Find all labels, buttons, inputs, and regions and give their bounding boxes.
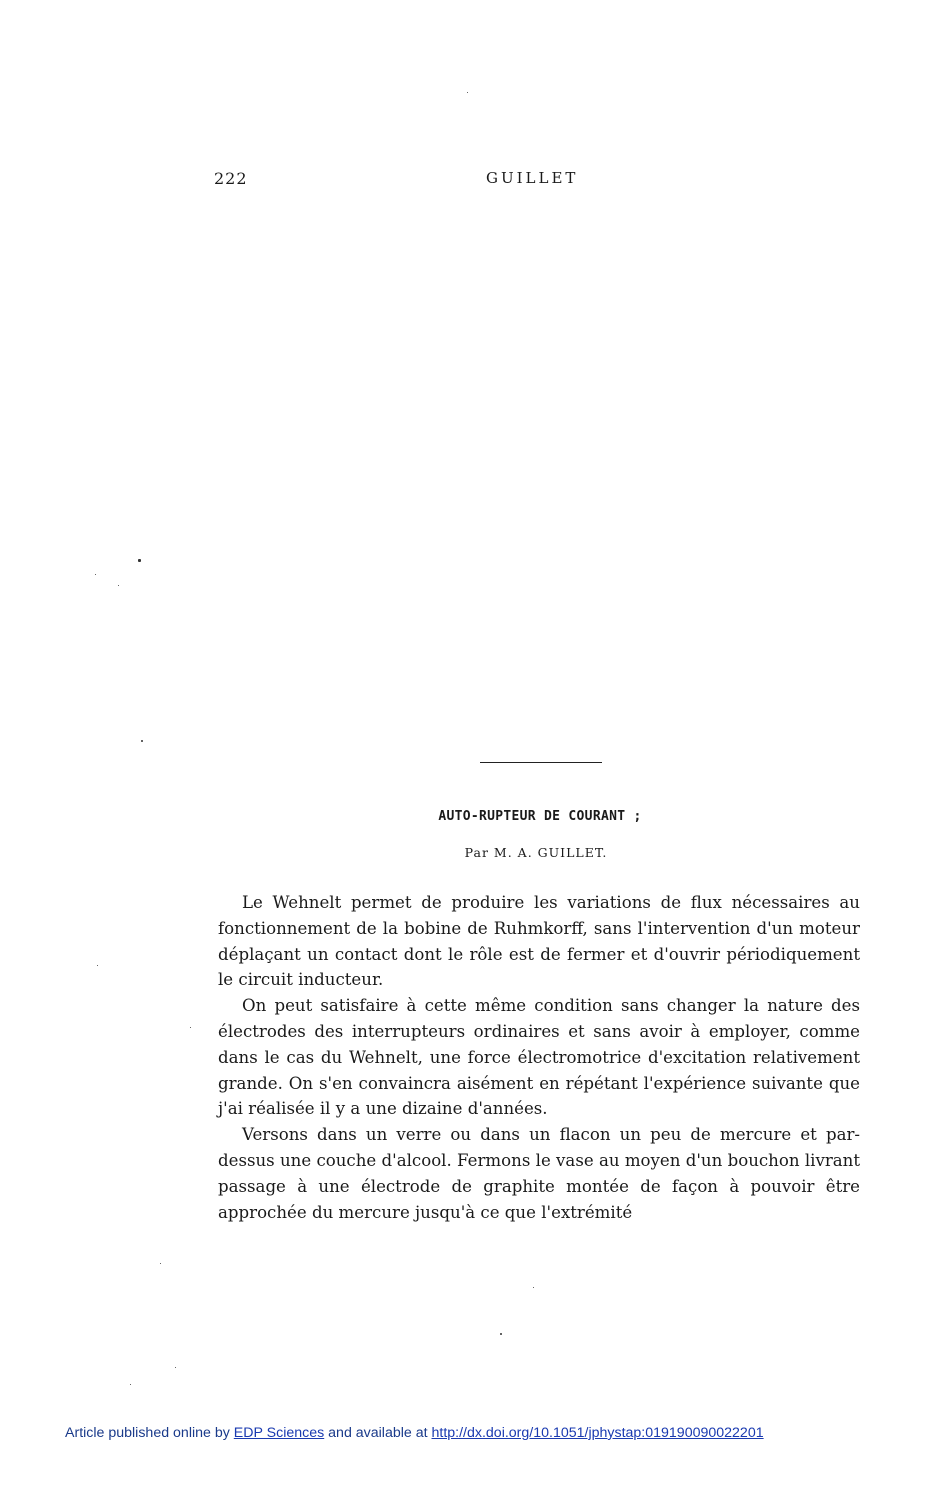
scan-speck xyxy=(190,1027,191,1028)
doi-link[interactable]: http://dx.doi.org/10.1051/jphystap:019190090022201 xyxy=(431,1425,764,1441)
paragraph: On peut satisfaire à cette même condition sans changer la nature des électrodes des interrupteurs ordinaires et sans avoir à employer, comme dans le cas du Wehnelt, une force électromotrice d'excitation relativement grande. On s'en convaincra aisément en répétant l'expérience suivante que j'ai réalisée il y a une dizaine d'années. xyxy=(218,996,860,1119)
scan-speck xyxy=(500,1333,502,1335)
article-title: AUTO-RUPTEUR DE COURANT ; xyxy=(438,809,642,824)
page-number: 222 xyxy=(214,169,248,188)
scan-speck xyxy=(130,1384,131,1385)
scan-speck xyxy=(175,1367,176,1368)
scan-speck xyxy=(160,1263,161,1264)
scan-speck xyxy=(97,965,98,966)
footer-prefix: Article published online by xyxy=(65,1425,234,1441)
scan-speck xyxy=(118,585,119,586)
scan-speck xyxy=(138,559,141,562)
paragraph: Versons dans un verre ou dans un flacon un peu de mercure et par-dessus une couche d'alcool. Fermons le vase au moyen d'un bouchon livrant passage à une électrode de graphite montée de façon à pouvoir être approchée du mercure jusqu'à ce que l'extrémité xyxy=(218,1125,860,1222)
article-body xyxy=(218,890,860,1225)
article-byline: Par M. A. GUILLET. xyxy=(464,845,608,860)
publication-footer xyxy=(65,1425,764,1441)
scan-speck xyxy=(95,574,96,575)
paragraph: Le Wehnelt permet de produire les variations de flux nécessaires au fonctionnement de la bobine de Ruhmkorff, sans l'intervention d'un moteur déplaçant un contact dont le rôle est de fermer et d'ouvrir périodiquement le circuit inducteur. xyxy=(218,893,860,990)
scan-speck xyxy=(533,1287,534,1288)
scan-speck xyxy=(141,740,143,742)
publisher-link[interactable]: EDP Sciences xyxy=(233,1425,325,1441)
running-head: GUILLET xyxy=(486,169,579,187)
section-rule xyxy=(480,762,602,763)
footer-middle: and available at xyxy=(324,1425,432,1441)
scan-speck xyxy=(467,92,468,93)
